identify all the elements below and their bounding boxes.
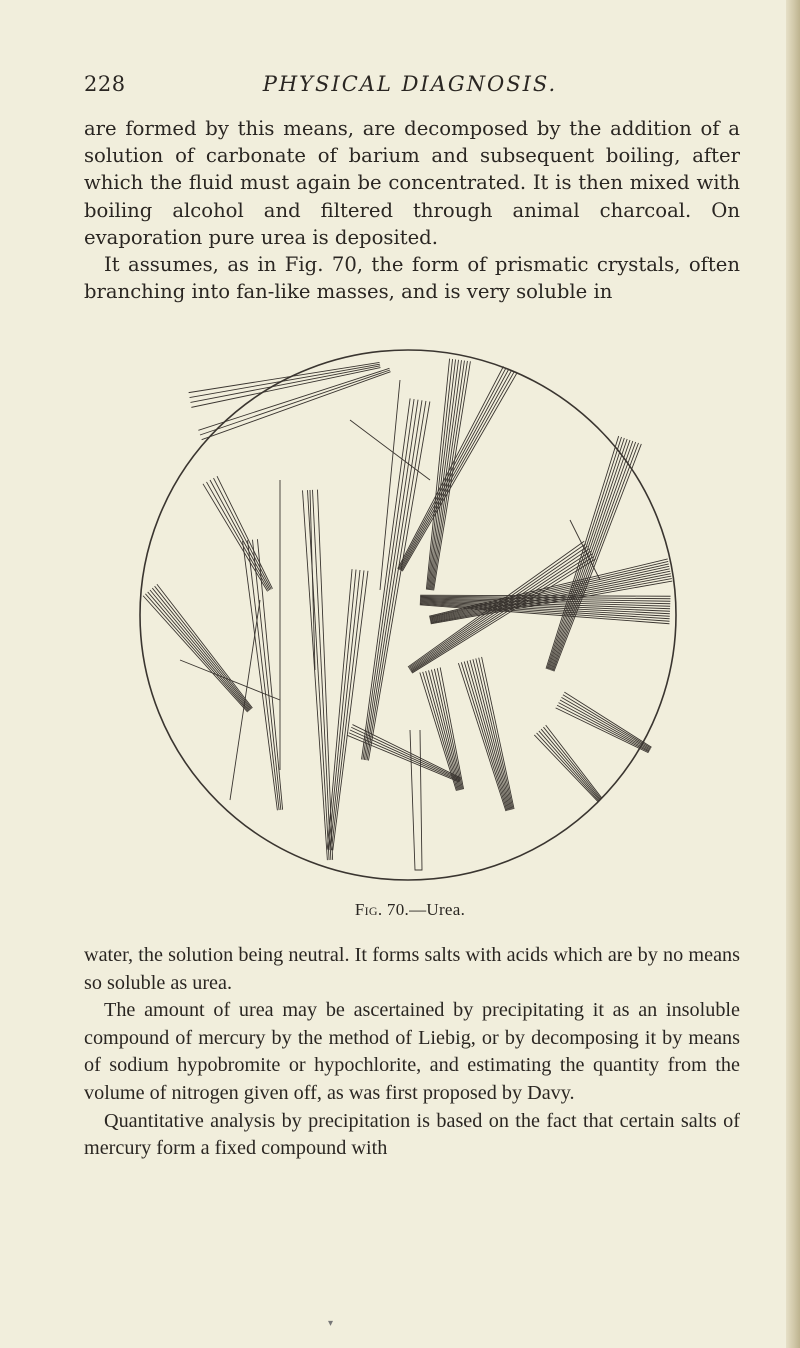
figure-caption (0, 900, 800, 920)
crystal-fan (143, 584, 252, 712)
body-text-top (84, 115, 740, 305)
footer-mark: ▾ (328, 1318, 334, 1329)
urea-crystal-figure (130, 340, 690, 890)
running-title: PHYSICAL DIAGNOSIS. (262, 72, 558, 96)
paragraph: It assumes, as in Fig. 70, the form of prismatic crystals, often branching into fan-like masses, and is very soluble in (84, 253, 740, 304)
crystal-prism (327, 569, 368, 850)
paragraph: The amount of urea may be ascertained by precipitating it as an insoluble compound of mercury by the method of Liebig, or by decomposing it by means of sodium hypobromite or hypochlorite, and estimating the quantity from the volume of nitrogen given off, as was first proposed by Davy. (84, 999, 740, 1104)
crystal-fan (556, 692, 652, 753)
crystal-needle (180, 660, 280, 700)
crystal-fan (420, 667, 464, 790)
crystal-needle (570, 520, 600, 580)
page-edge (786, 0, 800, 1348)
figure-title: —Urea. (409, 900, 466, 919)
crystal-prism (303, 490, 333, 861)
crystal-prism (230, 600, 260, 800)
crystal-fan (362, 398, 430, 760)
crystal-needle (203, 476, 272, 591)
crystal-fan (189, 362, 381, 407)
crystal-fan (458, 657, 514, 811)
page-number: 228 (84, 72, 126, 96)
microscope-field-circle (140, 350, 676, 880)
crystal-prism (410, 730, 422, 870)
paragraph: Quantitative analysis by precipitation is based on the fact that certain salts of mercury form a fixed compound with (84, 1109, 740, 1160)
crystal-fan (546, 436, 641, 671)
crystal-fan (534, 725, 602, 802)
paragraph: water, the solution being neutral. It forms salts with acids which are by no means so soluble as urea. (84, 944, 740, 994)
body-text-bottom (84, 942, 740, 1163)
figure-label: Fig. 70. (354, 900, 410, 919)
crystal-needle (348, 725, 461, 782)
crystal-prisms (143, 359, 672, 870)
crystal-fan (426, 359, 470, 591)
paragraph: are formed by this means, are decomposed by the addition of a solution of carbonate of barium and subsequent boiling, after which the fluid must again be concentrated. It is then mixed with boiling alcohol and filtered through animal charcoal. On evaporation pure urea is deposited. (84, 117, 740, 249)
